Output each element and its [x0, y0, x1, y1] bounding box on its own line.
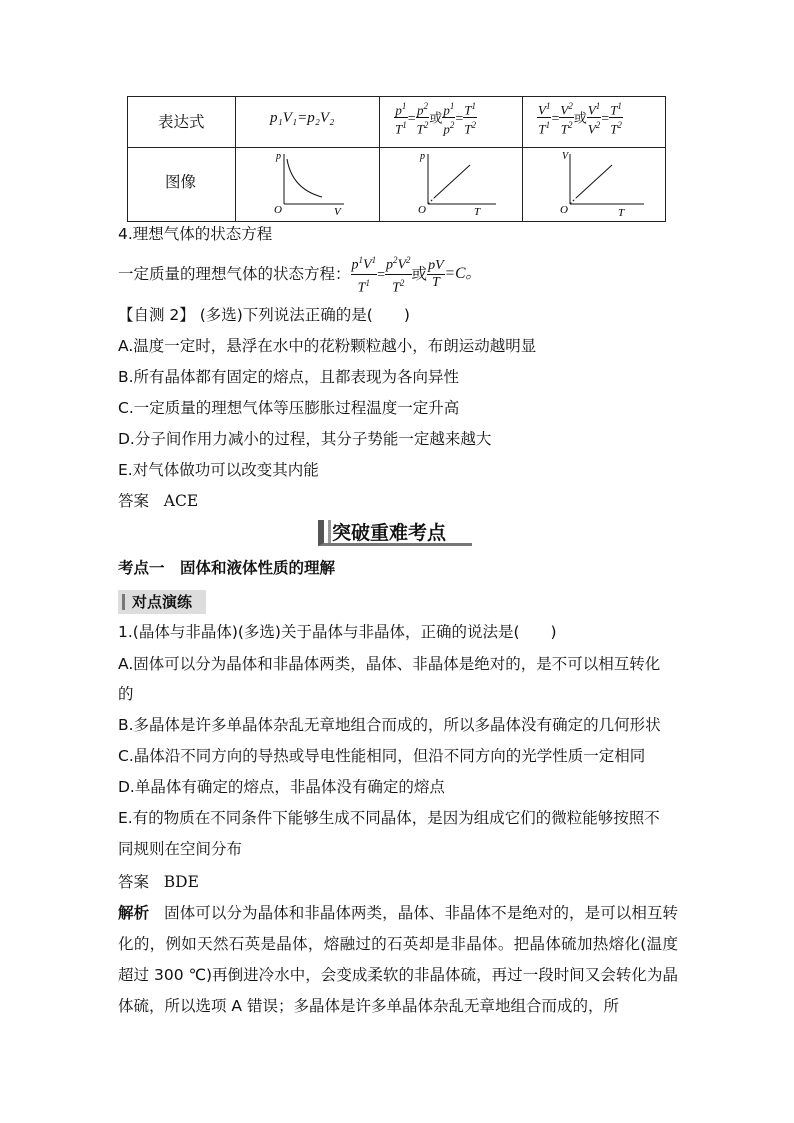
graph3-origin: O — [560, 204, 568, 216]
practice-tag: 对点演练 — [118, 590, 206, 614]
isothermal-graph — [268, 149, 358, 219]
quiz-answer: 答案 ACE — [118, 492, 199, 510]
isobaric-expression: $\frac{p^1}{T^1}$ = $\frac{p^2}{T^2}$ 或 $\frac{p^1}{p^2}$ = $\frac{T^1}{T^2}$ — [395, 101, 477, 137]
q1-option-d: D.单晶体有确定的熔点，非晶体没有确定的熔点 — [118, 778, 445, 796]
isothermal-expression: p₁V₁=p₂V₂ — [270, 110, 335, 126]
q1-option-a-line2: 的 — [118, 685, 134, 703]
graph2-origin: O — [418, 204, 426, 216]
gas-law-table — [127, 96, 666, 222]
quiz-option-d: D.分子间作用力减小的过程，其分子势能一定越来越大 — [118, 430, 492, 448]
section-banner: 突破重难考点 — [318, 520, 472, 546]
graph1-y-label: p — [276, 151, 281, 162]
graph1-origin: O — [274, 204, 282, 216]
isochoric-expression: $\frac{V^1}{T^1}$ = $\frac{V^2}{T^2}$ 或 $\frac{V^1}{V^2}$ = $\frac{T^1}{T^2}$ — [538, 101, 622, 137]
q1-option-a-line1: A.固体可以分为晶体和非晶体两类，晶体、非晶体是绝对的，是不可以相互转化 — [118, 655, 661, 673]
q1-option-e-line1: E.有的物质在不同条件下能够生成不同晶体，是因为组成它们的微粒能够按照不 — [118, 809, 660, 827]
graph2-x-label: T — [474, 206, 481, 218]
graph2-y-label: p — [420, 151, 425, 162]
kaodian-title: 考点一 固体和液体性质的理解 — [118, 559, 336, 577]
quiz-title: 【自测 2】 (多选)下列说法正确的是( ) — [118, 306, 410, 324]
row-label-expression: 表达式 — [158, 113, 205, 131]
isochoric-graph — [554, 149, 654, 219]
q1-option-b: B.多晶体是许多单晶体杂乱无章地组合而成的，所以多晶体没有确定的几何形状 — [118, 716, 661, 734]
graph1-x-label: V — [334, 206, 341, 218]
quiz-option-a: A.温度一定时，悬浮在水中的花粉颗粒越小，布朗运动越明显 — [118, 337, 537, 355]
row-label-graph: 图像 — [165, 173, 197, 191]
quiz-option-e: E.对气体做功可以改变其内能 — [118, 461, 319, 479]
q1-option-e-line2: 同规则在空间分布 — [118, 840, 243, 858]
graph3-x-label: T — [618, 207, 625, 219]
ideal-gas-equation: 一定质量的理想气体的状态方程： $\frac{p^1V^1}{T^1}$ = $\frac{p^2V^2}{T^2}$ 或 $\frac{pV}{T}$ =C。 — [118, 252, 481, 296]
isobaric-graph — [412, 149, 502, 219]
q1-option-c: C.晶体沿不同方向的导热或导电性能相同，但沿不同方向的光学性质一定相同 — [118, 747, 646, 765]
q1-title: 1.(晶体与非晶体)(多选)关于晶体与非晶体，正确的说法是( ) — [118, 623, 557, 641]
graph3-y-label: V — [562, 151, 569, 162]
q1-analysis: 解析 固体可以分为晶体和非晶体两类，晶体、非晶体不是绝对的，是可以相互转化的，例如天然石英是晶体，熔融过的石英却是非晶体。把晶体硫加热熔化(温度超过 300 ℃)再倒进冷水中，会变成柔软的非晶体硫，再过一段时间又会转化为晶体硫，所以选项 A 错误；多晶体是许多单晶体杂乱无章地组合而成的，所 — [118, 904, 678, 1015]
quiz-option-c: C.一定质量的理想气体等压膨胀过程温度一定升高 — [118, 399, 460, 417]
section4-title: 4.理想气体的状态方程 — [118, 225, 273, 243]
q1-answer: 答案 BDE — [118, 873, 199, 891]
quiz-option-b: B.所有晶体都有固定的熔点，且都表现为各向异性 — [118, 368, 460, 386]
